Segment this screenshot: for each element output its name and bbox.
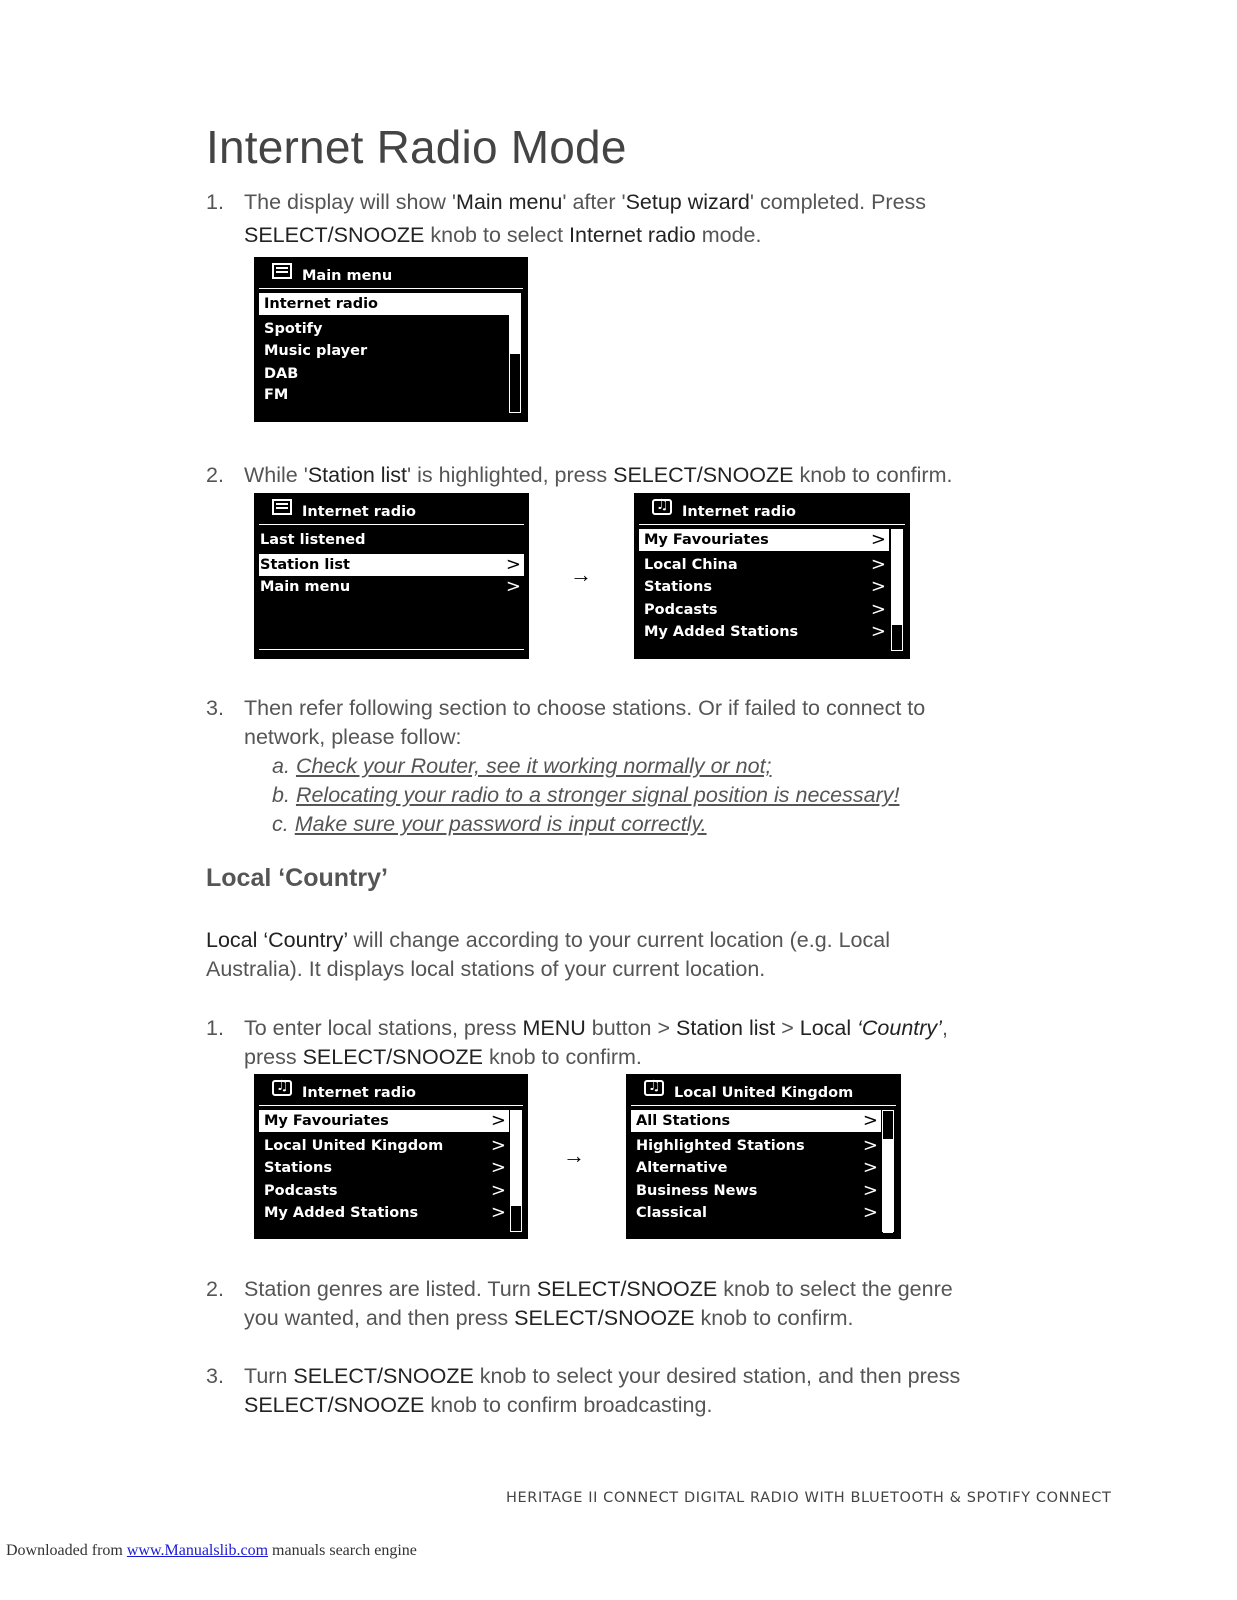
lcd-screen-internet-radio [254,1074,528,1239]
lcd-header-title: Internet radio [682,504,797,520]
lcd-item: Local United Kingdom > [264,1135,506,1156]
sub-item-b: b. Relocating your radio to a stronger signal position is necessary! [272,783,900,807]
step-number: 2. [206,1277,224,1301]
lcd-item: Podcasts > [644,599,886,620]
lcd-item: Highlighted Stations > [636,1135,878,1156]
lcd-screen-internet-radio-menu [254,493,529,659]
lcd-item: Stations > [644,576,886,597]
step-number: 3. [206,696,224,720]
arrow-right-icon: → [570,562,592,587]
lcd-item-station-list: Station list > [259,554,524,576]
lcd-item-main-menu: Main menu > [260,576,521,597]
lcd-item-internet-radio: Internet radio [259,293,509,315]
lcd-screen-main-menu [254,257,528,422]
step-2-text: While 'Station list' is highlighted, press SELECT/SNOOZE knob to confirm. [244,463,953,487]
section-heading: Local ‘Country’ [206,864,388,892]
lcd-item: Alternative > [636,1157,878,1178]
chevron-right-icon: > [490,1180,506,1201]
download-note: Downloaded from www.Manualslib.com manuals search engine [6,1542,417,1559]
page-title: Internet Radio Mode [206,121,627,173]
lcd-item: My Favouriates > [259,1110,509,1132]
lcd-item: Business News > [636,1180,878,1201]
lcd-scrollbar [509,293,521,413]
sub-item-c: c. Make sure your password is input correctly. [272,812,707,836]
lcd-item-spotify: Spotify [264,321,323,337]
manualslib-link[interactable]: www.Manualslib.com [126,1542,269,1559]
local-step-2-text: Station genres are listed. Turn SELECT/SNOOZE knob to select the genre you wanted, and then press SELECT/SNOOZE knob to confirm. [244,1277,953,1330]
lcd-header [254,257,528,287]
local-description: Local ‘Country’ will change according to your current location (e.g. Local Australia). It displays local stations of your current location. [206,928,890,981]
lcd-screen-station-list [634,493,910,659]
chevron-right-icon: > [505,554,521,575]
list-icon [272,263,292,279]
chevron-right-icon: > [862,1157,878,1178]
chevron-right-icon: > [862,1110,878,1131]
music-note-icon [644,1080,664,1096]
arrow-right-icon: → [563,1143,585,1168]
chevron-right-icon: > [505,576,521,597]
chevron-right-icon: > [862,1180,878,1201]
chevron-right-icon: > [490,1157,506,1178]
lcd-item-last-listened: Last listened [260,532,366,548]
lcd-item: Classical > [636,1202,878,1223]
step-number: 2. [206,463,224,487]
step-1-text: The display will show 'Main menu' after 'Setup wizard' completed. Press SELECT/SNOOZE knob to select Internet radio mode. [244,190,927,247]
lcd-scrollbar [882,1110,894,1232]
local-step-3-text: Turn SELECT/SNOOZE knob to select your desired station, and then press SELECT/SNOOZE knob to confirm broadcasting. [244,1364,961,1417]
chevron-right-icon: > [870,599,886,620]
sub-item-a: a. Check your Router, see it working normally or not; [272,754,772,778]
chevron-right-icon: > [862,1202,878,1223]
page-footer: HERITAGE II CONNECT DIGITAL RADIO WITH BLUETOOTH & SPOTIFY CONNECT [506,1490,1112,1506]
chevron-right-icon: > [870,529,886,550]
chevron-right-icon: > [490,1135,506,1156]
lcd-item: Podcasts > [264,1180,506,1201]
chevron-right-icon: > [490,1110,506,1131]
lcd-screen-local-united-kingdom [626,1074,901,1239]
lcd-header-title: Local United Kingdom [674,1085,854,1101]
lcd-item: My Favouriates > [639,529,889,551]
lcd-item: My Added Stations > [264,1202,506,1223]
lcd-item: Local China > [644,554,886,575]
music-note-icon [652,499,672,515]
lcd-item-music-player: Music player [264,343,368,359]
lcd-item: My Added Stations > [644,621,886,642]
chevron-right-icon: > [862,1135,878,1156]
step-3-text: Then refer following section to choose stations. Or if failed to connect to network, please follow: [244,696,926,749]
lcd-item-fm: FM [264,387,289,403]
lcd-header-title: Main menu [302,268,393,284]
lcd-header-title: Internet radio [302,1085,417,1101]
lcd-item-dab: DAB [264,366,299,382]
list-icon [272,499,292,515]
lcd-header-title: Internet radio [302,504,417,520]
chevron-right-icon: > [490,1202,506,1223]
chevron-right-icon: > [870,554,886,575]
local-step-1-text: To enter local stations, press MENU button > Station list > Local ‘Country’, press SELECT/SNOOZE knob to confirm. [244,1016,948,1069]
lcd-item: Stations > [264,1157,506,1178]
lcd-item: All Stations > [631,1110,881,1132]
step-number: 1. [206,1016,224,1040]
lcd-scrollbar [510,1110,522,1232]
chevron-right-icon: > [870,576,886,597]
step-number: 1. [206,190,224,214]
chevron-right-icon: > [870,621,886,642]
lcd-scrollbar [891,529,903,651]
music-note-icon [272,1080,292,1096]
step-number: 3. [206,1364,224,1388]
